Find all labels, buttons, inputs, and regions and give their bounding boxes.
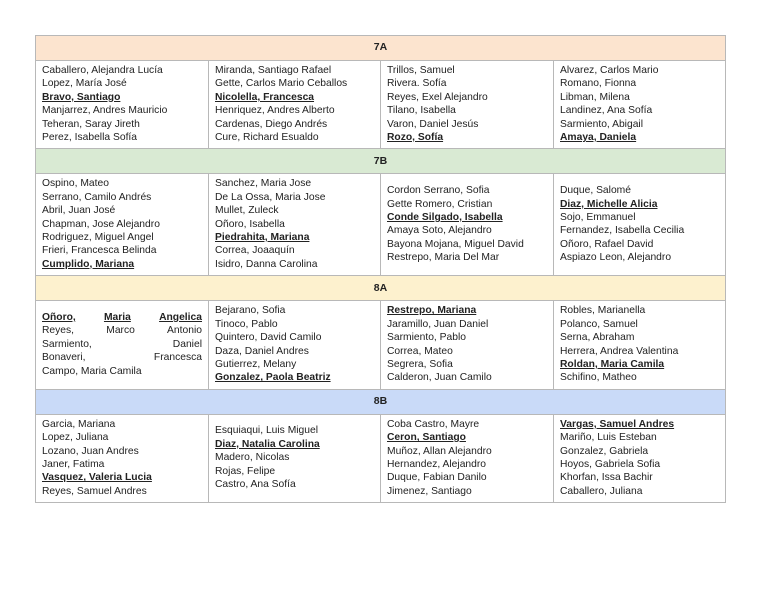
student-name: Rodriguez, Miguel Angel bbox=[42, 232, 154, 244]
student-name: Fernandez, Isabella Cecilia bbox=[560, 225, 685, 237]
student-name: Landinez, Ana Sofía bbox=[560, 105, 653, 117]
student-name: Rivera. Sofía bbox=[387, 78, 447, 90]
student-name: Manjarrez, Andres Mauricio bbox=[42, 105, 168, 117]
group-leader-name: Gonzalez, Paola Beatriz bbox=[215, 372, 331, 384]
student-group-cell bbox=[381, 174, 554, 276]
student-name: Mullet, Zuleck bbox=[215, 205, 279, 217]
group-leader-name: Ceron, Santiago bbox=[387, 432, 466, 444]
student-name: Lopez, María José bbox=[42, 78, 127, 90]
student-name: Correa, Mateo bbox=[387, 345, 453, 357]
student-name: Jimenez, Santiago bbox=[387, 485, 472, 497]
student-name: Frieri, Francesca Belinda bbox=[42, 245, 157, 257]
name-word: Daniel bbox=[172, 338, 202, 350]
student-name: Cure, Richard Esualdo bbox=[215, 132, 319, 144]
student-name: Hoyos, Gabriela Sofia bbox=[560, 458, 661, 470]
section-header-row bbox=[36, 149, 726, 174]
student-name: Reyes, Samuel Andres bbox=[42, 485, 147, 497]
section-title: 8B bbox=[36, 389, 726, 414]
student-name: Oñoro, Isabella bbox=[215, 218, 285, 230]
section-title: 7A bbox=[36, 36, 726, 61]
student-group-cell bbox=[554, 414, 726, 502]
student-name: Gette, Carlos Mario Ceballos bbox=[215, 78, 348, 90]
student-name: Sanchez, Maria Jose bbox=[215, 178, 312, 190]
student-name: Quintero, David Camilo bbox=[215, 332, 322, 344]
student-name: Lopez, Juliana bbox=[42, 432, 109, 444]
group-leader-name: Piedrahita, Mariana bbox=[215, 232, 310, 244]
student-name: Herrera, Andrea Valentina bbox=[560, 345, 679, 357]
student-name: Gette Romero, Cristian bbox=[387, 198, 493, 210]
student-name: Perez, Isabella Sofía bbox=[42, 132, 138, 144]
group-leader-name bbox=[42, 311, 202, 324]
student-name: Sarmiento, Pablo bbox=[387, 332, 466, 344]
name-word: Oñoro, bbox=[42, 311, 76, 323]
name-word: Maria bbox=[103, 311, 131, 323]
roster-table bbox=[35, 35, 726, 503]
student-group-cell bbox=[554, 301, 726, 389]
student-name: Esquiaqui, Luis Miguel bbox=[215, 425, 319, 437]
student-group-cell bbox=[36, 414, 209, 502]
section-groups-row bbox=[36, 301, 726, 389]
student-group-cell bbox=[381, 414, 554, 502]
section-header-row bbox=[36, 389, 726, 414]
student-name: Janer, Fatima bbox=[42, 458, 105, 470]
student-name: Caballero, Alejandra Lucía bbox=[42, 65, 163, 76]
student-name: Muñoz, Allan Alejandro bbox=[387, 445, 492, 457]
student-name: Bayona Mojana, Miguel David bbox=[387, 238, 524, 250]
group-leader-name: Roldan, Maria Camila bbox=[560, 358, 665, 370]
student-name: Libman, Milena bbox=[560, 91, 630, 103]
student-group-cell bbox=[381, 301, 554, 389]
student-name: Reyes, Exel Alejandro bbox=[387, 91, 488, 103]
student-group-cell bbox=[554, 174, 726, 276]
student-name: Miranda, Santiago Rafael bbox=[215, 65, 332, 76]
student-name: Khorfan, Issa Bachir bbox=[560, 472, 653, 484]
student-name: Abril, Juan José bbox=[42, 205, 116, 217]
group-leader-name: Vasquez, Valeria Lucia bbox=[42, 472, 152, 484]
group-leader-name: Rozo, Sofía bbox=[387, 132, 444, 144]
student-name: Henriquez, Andres Alberto bbox=[215, 105, 335, 117]
student-name bbox=[42, 324, 202, 337]
student-name: Sojo, Emmanuel bbox=[560, 211, 636, 223]
student-name: Madero, Nicolas bbox=[215, 452, 290, 464]
student-name: De La Ossa, Maria Jose bbox=[215, 191, 326, 203]
student-name: Gutierrez, Melany bbox=[215, 358, 297, 370]
group-leader-name: Vargas, Samuel Andres bbox=[560, 418, 675, 430]
student-name: Sarmiento, Abigail bbox=[560, 118, 643, 130]
student-name: Segrera, Sofia bbox=[387, 358, 453, 370]
student-name: Isidro, Danna Carolina bbox=[215, 258, 318, 270]
student-name: Cardenas, Diego Andrés bbox=[215, 118, 328, 130]
section-header-row bbox=[36, 36, 726, 61]
student-group-cell bbox=[209, 301, 381, 389]
student-name: Correa, Joaaquín bbox=[215, 245, 295, 257]
student-group-cell bbox=[36, 301, 209, 389]
group-leader-name: Conde Silgado, Isabella bbox=[387, 211, 503, 223]
name-word: Francesca bbox=[153, 352, 202, 364]
student-group-cell bbox=[209, 414, 381, 502]
student-name bbox=[42, 338, 202, 351]
student-group-cell bbox=[36, 174, 209, 276]
student-name: Calderon, Juan Camilo bbox=[387, 372, 492, 384]
name-word: Bonaveri, bbox=[42, 352, 86, 364]
student-name: Gonzalez, Gabriela bbox=[560, 445, 649, 457]
student-name: Serrano, Camilo Andrés bbox=[42, 191, 152, 203]
student-name: Alvarez, Carlos Mario bbox=[560, 65, 659, 76]
group-leader-name: Bravo, Santiago bbox=[42, 91, 121, 103]
student-name: Daza, Daniel Andres bbox=[215, 345, 309, 357]
student-name: Robles, Marianella bbox=[560, 305, 646, 317]
student-group-cell bbox=[36, 61, 209, 149]
student-group-cell bbox=[209, 174, 381, 276]
student-name: Ospino, Mateo bbox=[42, 178, 109, 190]
student-name: Oñoro, Rafael David bbox=[560, 238, 654, 250]
student-name: Chapman, Jose Alejandro bbox=[42, 218, 160, 230]
student-group-cell bbox=[381, 61, 554, 149]
student-group-cell bbox=[554, 61, 726, 149]
student-name: Tilano, Isabella bbox=[387, 105, 456, 117]
group-leader-name: Amaya, Daniela bbox=[560, 132, 637, 144]
student-name: Restrepo, Maria Del Mar bbox=[387, 252, 500, 264]
student-name bbox=[42, 351, 202, 364]
student-name: Lozano, Juan Andres bbox=[42, 445, 139, 457]
student-name: Bejarano, Sofia bbox=[215, 305, 286, 317]
section-header-row bbox=[36, 276, 726, 301]
section-groups-row bbox=[36, 174, 726, 276]
student-name: Rojas, Felipe bbox=[215, 465, 276, 477]
student-name: Amaya Soto, Alejandro bbox=[387, 225, 492, 237]
student-group-cell bbox=[209, 61, 381, 149]
student-name: Duque, Fabian Danilo bbox=[387, 472, 487, 484]
name-word: Reyes, bbox=[42, 325, 75, 337]
student-name: Castro, Ana Sofía bbox=[215, 479, 296, 491]
section-title: 8A bbox=[36, 276, 726, 301]
section-groups-row bbox=[36, 414, 726, 502]
student-name: Serna, Abraham bbox=[560, 332, 635, 344]
student-name: Varon, Daniel Jesús bbox=[387, 118, 479, 130]
student-name: Romano, Fionna bbox=[560, 78, 637, 90]
section-title: 7B bbox=[36, 149, 726, 174]
student-name: Garcia, Mariana bbox=[42, 418, 116, 430]
student-name: Mariño, Luis Esteban bbox=[560, 432, 657, 444]
group-leader-name: Diaz, Natalia Carolina bbox=[215, 438, 320, 450]
student-name: Aspiazo Leon, Alejandro bbox=[560, 252, 672, 264]
student-name: Tinoco, Pablo bbox=[215, 318, 278, 330]
student-name: Caballero, Juliana bbox=[560, 485, 643, 497]
student-name: Teheran, Saray Jireth bbox=[42, 118, 140, 130]
name-word: Angelica bbox=[159, 311, 202, 323]
group-leader-name: Diaz, Michelle Alicia bbox=[560, 198, 658, 210]
name-word: Marco bbox=[106, 325, 135, 337]
group-leader-name: Restrepo, Mariana bbox=[387, 305, 477, 317]
student-name: Jaramillo, Juan Daniel bbox=[387, 318, 489, 330]
name-word: Antonio bbox=[167, 325, 202, 337]
student-name: Campo, Maria Camila bbox=[42, 365, 142, 377]
class-roster bbox=[35, 35, 725, 503]
group-leader-name: Nicolella, Francesca bbox=[215, 91, 315, 103]
group-leader-name: Cumplido, Mariana bbox=[42, 258, 135, 270]
student-name: Hernandez, Alejandro bbox=[387, 458, 487, 470]
student-name: Duque, Salomé bbox=[560, 185, 631, 197]
student-name: Cordon Serrano, Sofia bbox=[387, 185, 490, 197]
student-name: Polanco, Samuel bbox=[560, 318, 638, 330]
name-word: Sarmiento, bbox=[42, 338, 92, 350]
student-name: Schifino, Matheo bbox=[560, 372, 637, 384]
section-groups-row bbox=[36, 61, 726, 149]
student-name: Trillos, Samuel bbox=[387, 65, 455, 76]
student-name: Coba Castro, Mayre bbox=[387, 418, 480, 430]
